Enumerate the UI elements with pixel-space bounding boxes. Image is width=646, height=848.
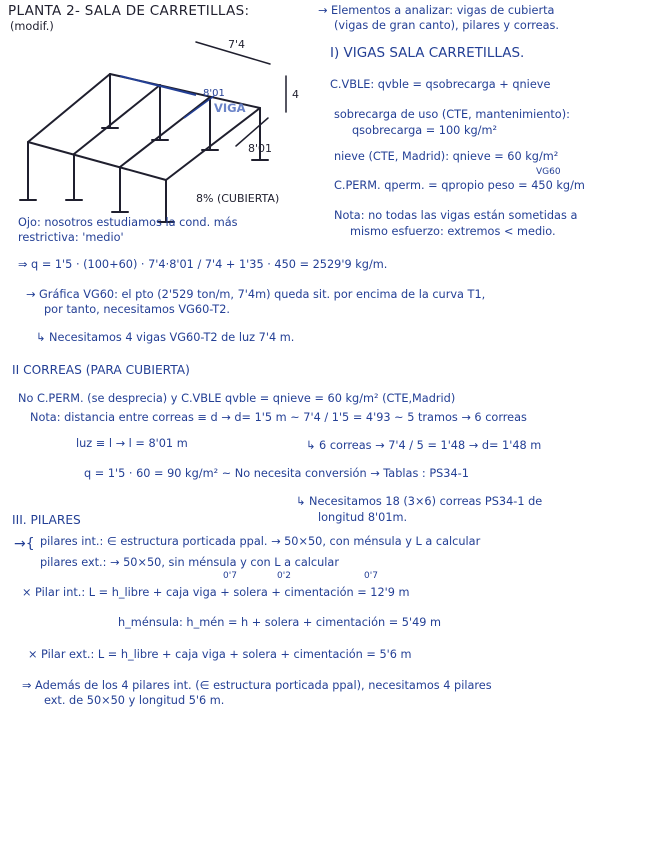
necesitamos-vigas: ↳ Necesitamos 4 vigas VG60-T2 de luz 7'4 m. bbox=[36, 331, 295, 344]
dim-top-label: 7'4 bbox=[228, 38, 246, 51]
transverse-beam-line bbox=[28, 74, 110, 142]
ojo-line-1: Ojo: nosotros estudiamos la cond. más bbox=[18, 216, 238, 229]
cvble-line: C.VBLE: qvble = qsobrecarga + qnieve bbox=[330, 78, 551, 91]
frame-diagram bbox=[0, 28, 310, 228]
viga-label: VIGA bbox=[214, 101, 246, 115]
correas-nota: Nota: distancia entre correas ≡ d → d= 1'5 m ~ 7'4 / 1'5 = 4'93 ~ 5 tramos → 6 correas bbox=[30, 411, 527, 424]
vg60-annotation: VG60 bbox=[536, 167, 561, 177]
dim-height-label: 4 bbox=[292, 88, 299, 101]
pilar-ext-equation: × Pilar ext.: L = h_libre + caja viga + solera + cimentación = 5'6 m bbox=[28, 648, 412, 661]
sobrecarga-line-1: sobrecarga de uso (CTE, mantenimiento): bbox=[334, 108, 570, 121]
pilares-int-line: pilares int.: ∈ estructura porticada ppal. → 50×50, con ménsula y L a calcular bbox=[40, 535, 481, 548]
transverse-beam-line bbox=[74, 85, 160, 154]
pilares-ext-line: pilares ext.: → 50×50, sin ménsula y con L a calcular bbox=[40, 556, 339, 569]
arrow-brace-icon: →{ bbox=[14, 536, 35, 552]
correas-luz: luz ≡ l → l = 8'01 m bbox=[76, 437, 188, 450]
sobrecarga-line-2: qsobrecarga = 100 kg/m² bbox=[352, 124, 498, 137]
correas-necesitamos-2: longitud 8'01m. bbox=[318, 511, 408, 524]
section-2-title: II CORREAS (PARA CUBIERTA) bbox=[12, 363, 190, 377]
nota-line-1: Nota: no todas las vigas están sometidas a bbox=[334, 209, 578, 222]
page-subtitle: (modif.) bbox=[10, 20, 54, 33]
slope-label: 8% (CUBIERTA) bbox=[196, 192, 280, 205]
ann-solera: 0'2 bbox=[277, 571, 291, 581]
highlighted-beam-line bbox=[120, 76, 196, 95]
grafica-line-2: por tanto, necesitamos VG60-T2. bbox=[44, 303, 230, 316]
q-equation: ⇒ q = 1'5 · (100+60) · 7'4·8'01 / 7'4 + 1'35 · 450 = 2529'9 kg/m. bbox=[18, 258, 388, 271]
final-line-1: ⇒ Además de los 4 pilares int. (∈ estructura porticada ppal), necesitamos 4 pilares bbox=[22, 679, 492, 692]
ojo-line-2: restrictiva: 'medio' bbox=[18, 231, 124, 244]
page-title: PLANTA 2- SALA DE CARRETILLAS: bbox=[8, 3, 250, 19]
ann-caja-viga: 0'7 bbox=[223, 571, 237, 581]
elementos-line-2: (vigas de gran canto), pilares y correas. bbox=[334, 19, 560, 32]
ann-cimentacion: 0'7 bbox=[364, 571, 378, 581]
correas-necesitamos-1: ↳ Necesitamos 18 (3×6) correas PS34-1 de bbox=[296, 495, 543, 508]
cperm-line: C.PERM. qperm. = qpropio peso = 450 kg/m bbox=[334, 179, 585, 192]
correas-q: q = 1'5 · 60 = 90 kg/m² ~ No necesita conversión → Tablas : PS34-1 bbox=[84, 467, 469, 480]
pilar-int-equation: × Pilar int.: L = h_libre + caja viga + solera + cimentación = 12'9 m bbox=[22, 586, 410, 599]
elementos-line-1: → Elementos a analizar: vigas de cubierta bbox=[318, 4, 555, 17]
dim-side-label: 8'01 bbox=[203, 88, 225, 99]
grafica-line-1: → Gráfica VG60: el pto (2'529 ton/m, 7'4m) queda sit. por encima de la curva T1, bbox=[26, 288, 486, 301]
nieve-line: nieve (CTE, Madrid): qnieve = 60 kg/m² bbox=[334, 150, 559, 163]
dim-right-label: 8'01 bbox=[248, 142, 273, 155]
correas-line-1: No C.PERM. (se desprecia) y C.VBLE qvble = qnieve = 60 kg/m² (CTE,Madrid) bbox=[18, 392, 456, 405]
transverse-beam-line bbox=[166, 108, 260, 180]
h-mensula-equation: h_ménsula: h_mén = h + solera + cimentación = 5'49 m bbox=[118, 616, 442, 629]
correas-seis: ↳ 6 correas → 7'4 / 5 = 1'48 → d= 1'48 m bbox=[306, 439, 542, 452]
final-line-2: ext. de 50×50 y longitud 5'6 m. bbox=[44, 694, 225, 707]
nota-line-2: mismo esfuerzo: extremos < medio. bbox=[350, 225, 556, 238]
section-3-title: III. PILARES bbox=[12, 513, 81, 527]
section-1-title: I) VIGAS SALA CARRETILLAS. bbox=[330, 45, 525, 61]
